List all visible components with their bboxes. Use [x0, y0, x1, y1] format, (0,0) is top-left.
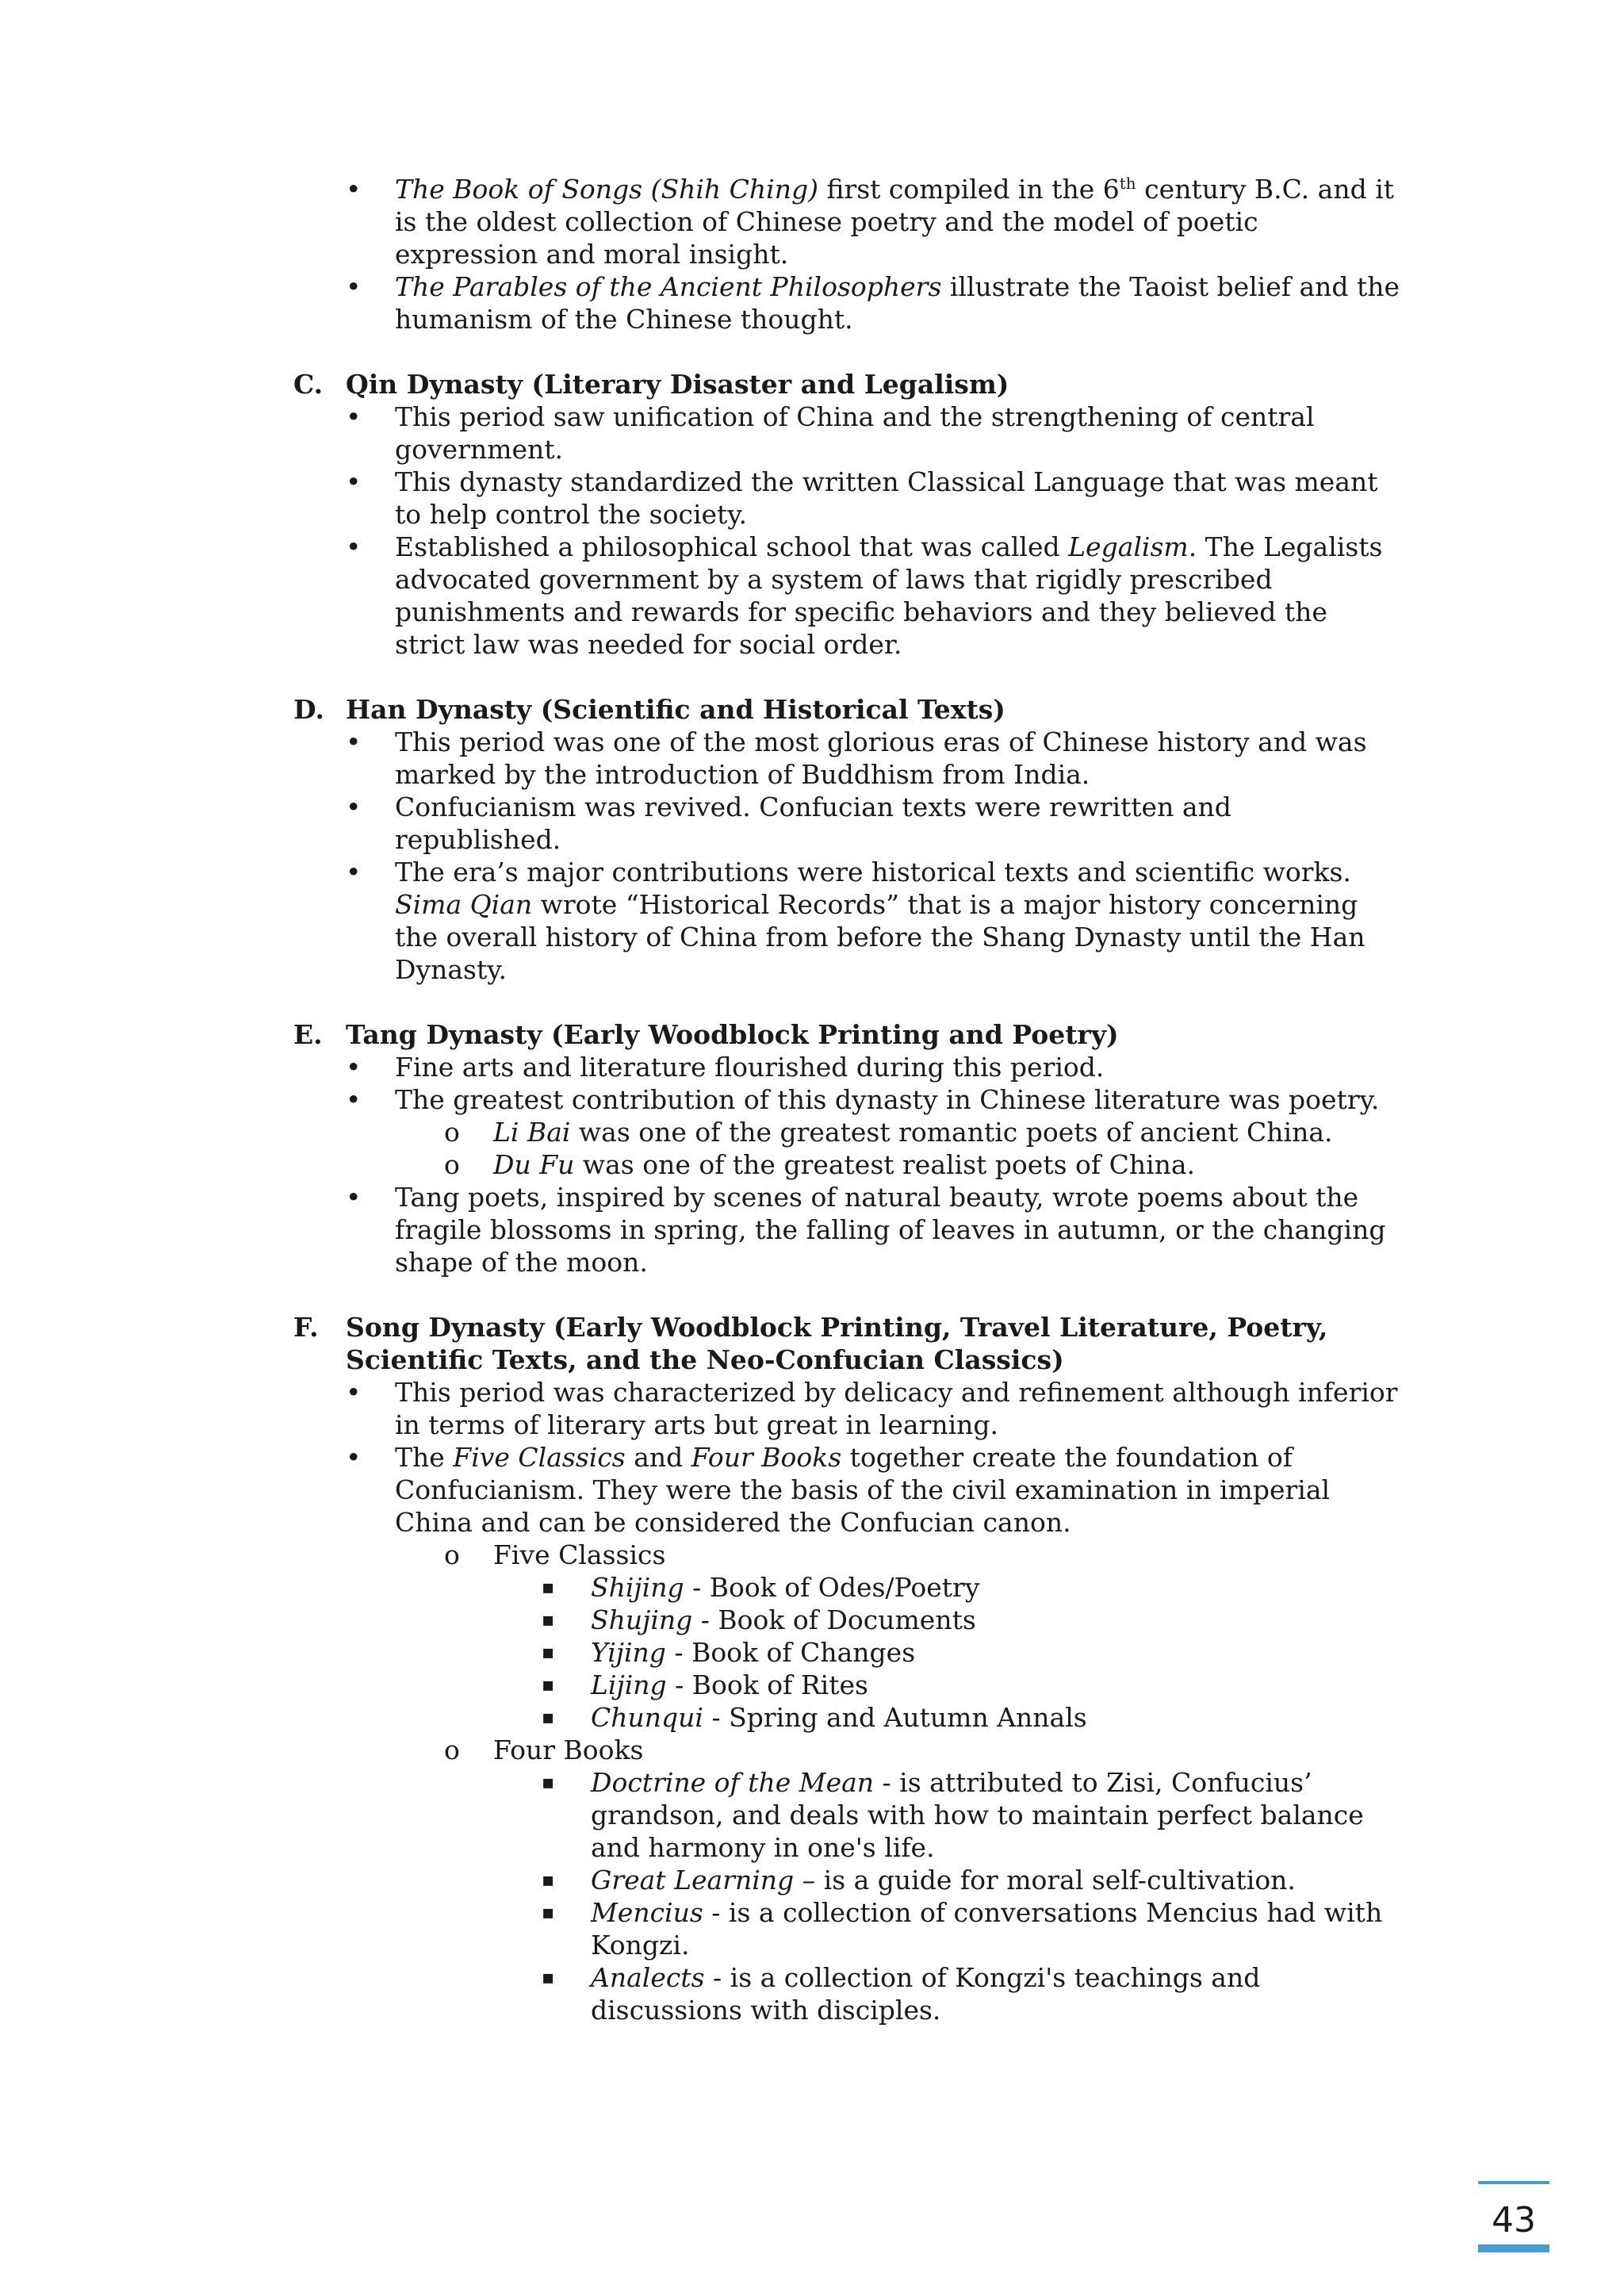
bullet-marker: •	[346, 1442, 362, 1473]
square-marker: ▪	[542, 1869, 555, 1891]
square-marker: ▪	[542, 1608, 555, 1631]
circle-marker: o	[444, 1149, 460, 1180]
square-marker: ▪	[542, 1901, 555, 1923]
book-title: The Parables of the Ancient Philosophers	[395, 271, 942, 302]
bullet-marker: •	[346, 401, 362, 432]
section-heading-song: F. Song Dynasty (Early Woodblock Printing, Travel Literature, Poetry, Scientific Texts, and the Neo-Confucian Classics)	[293, 1312, 1328, 1375]
list-item: • This dynasty standardized the written Classical Language that was meant to help control the society.	[346, 466, 1378, 530]
list-item: • Established a philosophical school that was called Legalism. The Legalists advocated government by a system of laws that rigidly prescribed punishments and rewards for specific behaviors and they believed the strict law was needed for social order.	[346, 531, 1383, 660]
sub-sub-list-item: ▪ Yijing - Book of Changes	[542, 1637, 916, 1668]
list-item: • The Five Classics and Four Books together create the foundation of Confucianism. They were the basis of the civil examination in imperial China and can be considered the Confucian canon.	[346, 1442, 1331, 1538]
bullet-marker: •	[346, 1182, 362, 1213]
sub-list-item: o Four Books	[444, 1734, 644, 1765]
section-heading-qin: C. Qin Dynasty (Literary Disaster and Legalism)	[293, 369, 1009, 400]
bullet-marker: •	[346, 531, 362, 562]
list-item: • Confucianism was revived. Confucian texts were rewritten and republished.	[346, 792, 1231, 855]
sub-list-item: o Five Classics	[444, 1539, 666, 1570]
section-heading-tang: E. Tang Dynasty (Early Woodblock Printing and Poetry)	[293, 1019, 1119, 1050]
sub-sub-list-item: ▪ Analects - is a collection of Kongzi's teachings and discussions with disciples.	[542, 1962, 1261, 2026]
list-item: • The Parables of the Ancient Philosophers illustrate the Taoist belief and the humanism of the Chinese thought.	[346, 271, 1400, 335]
bullet-marker: •	[346, 174, 362, 205]
sub-sub-list-item: ▪ Mencius - is a collection of conversations Mencius had with Kongzi.	[542, 1897, 1383, 1961]
list-item: • This period saw unification of China and the strengthening of central government.	[346, 401, 1315, 465]
list-item: • The era’s major contributions were historical texts and scientific works. Sima Qian wrote “Historical Records” that is a major history concerning the overall history of China from before the Shang Dynasty until the Han Dynasty.	[346, 857, 1365, 985]
square-marker: ▪	[542, 1706, 555, 1728]
sub-sub-list-item: ▪ Shijing - Book of Odes/Poetry	[542, 1572, 980, 1603]
book-title: The Book of Songs (Shih Ching)	[395, 174, 818, 205]
bullet-marker: •	[346, 792, 362, 822]
bullet-marker: •	[346, 1052, 362, 1083]
sub-list-item: o Du Fu was one of the greatest realist poets of China.	[444, 1149, 1196, 1180]
square-marker: ▪	[542, 1576, 555, 1598]
list-item: • The Book of Songs (Shih Ching) first compiled in the 6th century B.C. and it is the oldest collection of Chinese poetry and the model of poetic expression and moral insight.	[346, 174, 1395, 270]
sub-sub-list-item: ▪ Lijing - Book of Rites	[542, 1669, 868, 1700]
bullet-marker: •	[346, 726, 362, 757]
sub-sub-list-item: ▪ Great Learning – is a guide for moral self-cultivation.	[542, 1865, 1296, 1895]
square-marker: ▪	[542, 1673, 555, 1696]
list-item: • This period was one of the most glorious eras of Chinese history and was marked by the introduction of Buddhism from India.	[346, 726, 1367, 790]
bullet-marker: •	[346, 1377, 362, 1408]
list-item: • Fine arts and literature flourished during this period.	[346, 1052, 1105, 1083]
bullet-marker: •	[346, 271, 362, 302]
page-content	[293, 173, 1404, 2026]
list-item: • The greatest contribution of this dynasty in Chinese literature was poetry.	[346, 1084, 1380, 1115]
circle-marker: o	[444, 1734, 460, 1765]
list-item: • This period was characterized by delicacy and refinement although inferior in terms of literary arts but great in learning.	[346, 1377, 1398, 1440]
square-marker: ▪	[542, 1771, 555, 1793]
sub-sub-list-item: ▪ Doctrine of the Mean - is attributed to Zisi, Confucius’ grandson, and deals with how to maintain perfect balance and harmony in one's life.	[542, 1767, 1364, 1863]
square-marker: ▪	[542, 1966, 555, 1988]
circle-marker: o	[444, 1539, 460, 1570]
section-heading-han: D. Han Dynasty (Scientific and Historical Texts)	[293, 694, 1005, 725]
square-marker: ▪	[542, 1641, 555, 1663]
bullet-marker: •	[346, 857, 362, 887]
page-number: 43	[1492, 2200, 1536, 2240]
circle-marker: o	[444, 1117, 460, 1148]
page-number-underline	[1478, 2244, 1549, 2252]
page-number-box	[1478, 2181, 1549, 2252]
sub-sub-list-item: ▪ Chunqui - Spring and Autumn Annals	[542, 1702, 1087, 1733]
sub-sub-list-item: ▪ Shujing - Book of Documents	[542, 1604, 976, 1635]
sub-list-item: o Li Bai was one of the greatest romantic poets of ancient China.	[444, 1117, 1333, 1148]
bullet-marker: •	[346, 466, 362, 497]
list-item: • Tang poets, inspired by scenes of natural beauty, wrote poems about the fragile blossoms in spring, the falling of leaves in autumn, or the changing shape of the moon.	[346, 1182, 1386, 1278]
bullet-marker: •	[346, 1084, 362, 1115]
